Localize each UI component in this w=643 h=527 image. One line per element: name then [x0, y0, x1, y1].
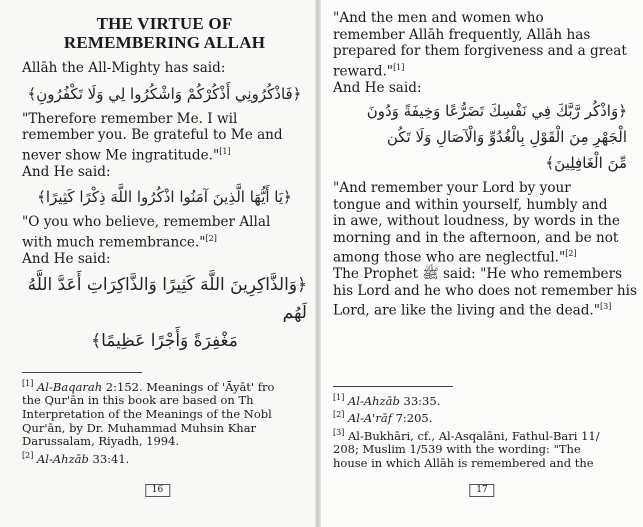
footnote-line: [3] Al-Bukhāri, cf., Al-Asqalāni, Fathul-Bari 11/: [333, 427, 600, 443]
quote-1-line-2: remember you. Be grateful to Me and: [22, 127, 283, 143]
and-he-said-1: And He said:: [22, 163, 111, 180]
page-title: [22, 14, 307, 52]
arabic-verse-3-line-1: ﴿وَالذَّاكِرِينَ اللَّهَ كَثِيرًا وَالذَّاكِرَاتِ أَعَدَّ اللَّهُ لَهُم: [27, 275, 307, 324]
footnote-line: 208; Muslim 1/539 with the wording: "The: [333, 442, 581, 457]
arabic-verse-3-line-2: مَغْفِرَةً وَأَجْرًا عَظِيمًا﴾: [91, 331, 238, 352]
hadith-line-1: The Prophet ﷺ said: "He who remembers: [333, 266, 623, 283]
footnote-line: Qur'ān, by Dr. Muhammad Muhsin Khar: [22, 420, 257, 435]
quote-3-line-4: [333, 60, 627, 80]
footnote-line: [1] Al-Baqarah 2:152. Meanings of 'Āyāt' fro: [22, 379, 275, 394]
quote-4-line-1: "And remember your Lord by your: [333, 180, 571, 197]
right-footnotes: [333, 386, 633, 470]
hadith-line-2: his Lord and he who does not remember his: [333, 282, 637, 299]
quote-4-line-3: in awe, without loudness, by words in the: [333, 213, 620, 230]
title-line-1: THE VIRTUE OF: [96, 14, 233, 33]
quote-3-line-1: "And the men and women who: [333, 10, 544, 26]
quote-2-text: with much remembrance.": [22, 234, 206, 251]
arabic-verse-4-line-3: مِّنَ الْغَافِلِينَ﴾: [545, 154, 627, 173]
page-number: 16: [145, 484, 170, 497]
footnote-line: the Qur'ān in this book are based on Th: [22, 393, 254, 408]
arabic-verse-1: ﴿فَاذْكُرُونِي أَذْكُرْكُمْ وَاشْكُرُوا لِي وَلَا تَكْفُرُونِ﴾: [27, 84, 302, 103]
quote-4-line-2: tongue and within yourself, humbly and: [333, 196, 608, 213]
quote-4-line-4: morning and in the afternoon, and be not: [333, 229, 619, 246]
quote-3-line-3: prepared for them forgiveness and a great: [333, 43, 627, 59]
footnote-line: [1] Al-Ahzāb 33:35.: [333, 393, 441, 408]
left-footnotes: [22, 372, 309, 466]
footnote-ref-5: [3]: [600, 302, 612, 312]
footnote-rule: [333, 386, 453, 387]
intro-text: Allāh the All-Mighty has said:: [22, 60, 226, 76]
arabic-verse-2: ﴿يَا أَيُّهَا الَّذِينَ آمَنُوا اذْكُرُوا اللَّهَ ذِكْرًا كَثِيرًا﴾: [37, 188, 292, 207]
footnote-ref-3: [1]: [393, 62, 405, 72]
page-number: 17: [469, 484, 494, 497]
footnote-line: [2] Al-A'rāf 7:205.: [333, 410, 433, 426]
quote-2-line-2: [22, 231, 307, 251]
quote-1-line-1: "Therefore remember Me. I wil: [22, 110, 238, 127]
footnote-ref-1: [1]: [219, 146, 231, 156]
quote-3-line-2: remember Allāh frequently, Allāh has: [333, 26, 591, 43]
footnote-ref-2: [2]: [205, 233, 217, 243]
and-he-said-2: And He said:: [22, 250, 111, 267]
quote-1-text: never show Me ingratitude.": [22, 147, 220, 164]
left-page: [0, 0, 315, 527]
right-page: [321, 0, 643, 527]
quote-1-line-3: [22, 144, 307, 164]
quote-4-text: among those who are neglectful.": [333, 249, 566, 266]
quote-2-line-1: "O you who believe, remember Allal: [22, 214, 271, 231]
footnote-line: Darussalam, Riyadh, 1994.: [22, 434, 180, 449]
quote-3-text: reward.": [333, 63, 394, 80]
and-he-said-3: And He said:: [333, 79, 422, 96]
footnote-line: Interpretation of the Meanings of the Nobl: [22, 407, 272, 422]
footnote-ref-4: [2]: [565, 249, 577, 259]
quote-4-line-5: [333, 246, 627, 266]
title-line-2: REMEMBERING ALLAH: [63, 33, 266, 52]
footnote-line: house in which Allāh is remembered and the: [333, 455, 594, 470]
footnote-line: [2] Al-Ahzāb 33:41.: [22, 450, 130, 466]
hadith-line-3: [333, 299, 627, 319]
footnote-rule: [22, 372, 142, 373]
arabic-verse-4-line-2: الْجَهْرِ مِنَ الْقَوْلِ بِالْغُدُوِّ وَالْآصَالِ وَلَا تَكُن: [386, 128, 627, 147]
arabic-verse-4-line-1: ﴿وَاذْكُر رَّبَّكَ فِي نَفْسِكَ تَضَرُّعًا وَخِيفَةً وَدُونَ: [366, 102, 627, 121]
hadith-text: Lord, are like the living and the dead.": [333, 302, 600, 319]
